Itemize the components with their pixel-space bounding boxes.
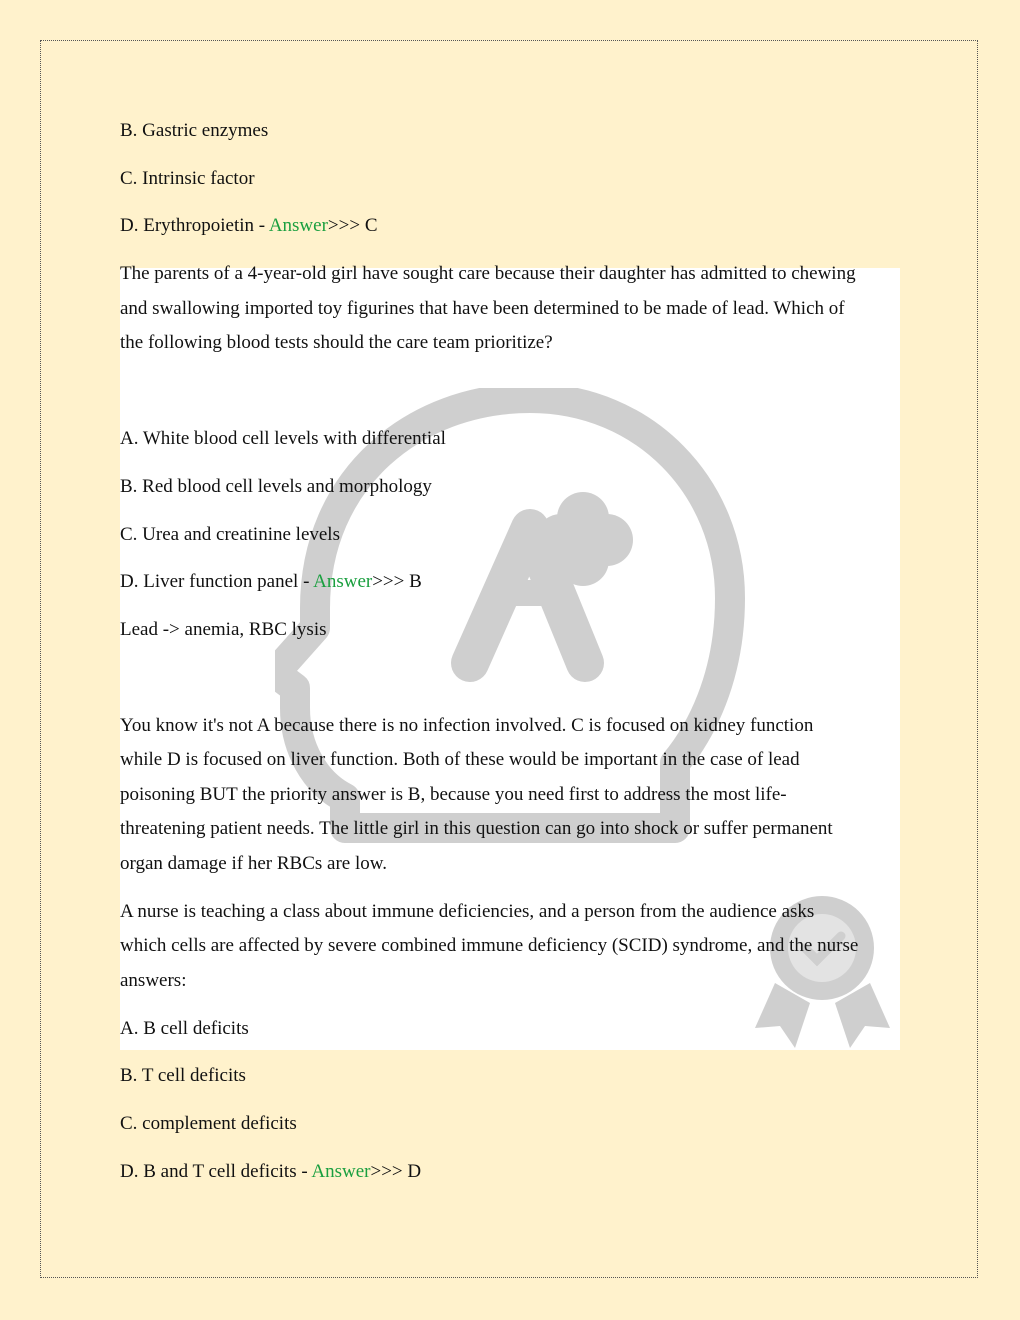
q2-rationale-line: threatening patient needs. The little girl in this question can go into shock or suffer permanent: [120, 818, 833, 839]
q2-option-d: [120, 565, 422, 600]
q2-rationale-line: while D is focused on liver function. Both of these would be important in the case of lead: [120, 749, 800, 770]
q1-option-c: C. Intrinsic factor: [120, 168, 255, 189]
q2-option-d-text: D. Liver function panel -: [120, 571, 314, 592]
q2-rationale-line: You know it's not A because there is no infection involved. C is focused on kidney function: [120, 715, 814, 736]
q1-option-d-text: D. Erythropoietin -: [120, 215, 269, 236]
q2-stem-line: The parents of a 4-year-old girl have sought care because their daughter has admitted to chewing: [120, 263, 856, 284]
q2-note: Lead -> anemia, RBC lysis: [120, 619, 327, 640]
q3-answer-label: Answer: [311, 1161, 371, 1182]
q1-answer-value: >>> C: [327, 215, 378, 236]
q1-answer-label: Answer: [268, 215, 328, 236]
q3-option-a: A. B cell deficits: [120, 1018, 249, 1039]
q3-option-c: C. complement deficits: [120, 1113, 297, 1134]
q3-answer-value: >>> D: [370, 1161, 422, 1182]
q2-answer-label: Answer: [313, 571, 373, 592]
q3-option-b: B. T cell deficits: [120, 1065, 246, 1086]
q2-option-c: C. Urea and creatinine levels: [120, 524, 340, 545]
q2-stem-line: the following blood tests should the care team prioritize?: [120, 332, 553, 353]
q3-stem-line: A nurse is teaching a class about immune deficiencies, and a person from the audience asks: [120, 901, 815, 922]
q1-option-d: [120, 209, 378, 244]
q2-stem-line: and swallowing imported toy figurines that have been determined to be made of lead. Which of: [120, 298, 845, 319]
q2-rationale-line: poisoning BUT the priority answer is B, because you need first to address the most life-: [120, 784, 787, 805]
q2-option-a: A. White blood cell levels with differential: [120, 428, 446, 449]
q2-option-b: B. Red blood cell levels and morphology: [120, 476, 432, 497]
q2-rationale-line: organ damage if her RBCs are low.: [120, 853, 387, 874]
q3-option-d-text: D. B and T cell deficits -: [120, 1161, 312, 1182]
q3-option-d: [120, 1155, 421, 1190]
q3-stem-line: which cells are affected by severe combined immune deficiency (SCID) syndrome, and the nurse: [120, 935, 859, 956]
q2-answer-value: >>> B: [372, 571, 422, 592]
q1-option-b: B. Gastric enzymes: [120, 120, 269, 141]
q3-stem-line: answers:: [120, 970, 187, 991]
